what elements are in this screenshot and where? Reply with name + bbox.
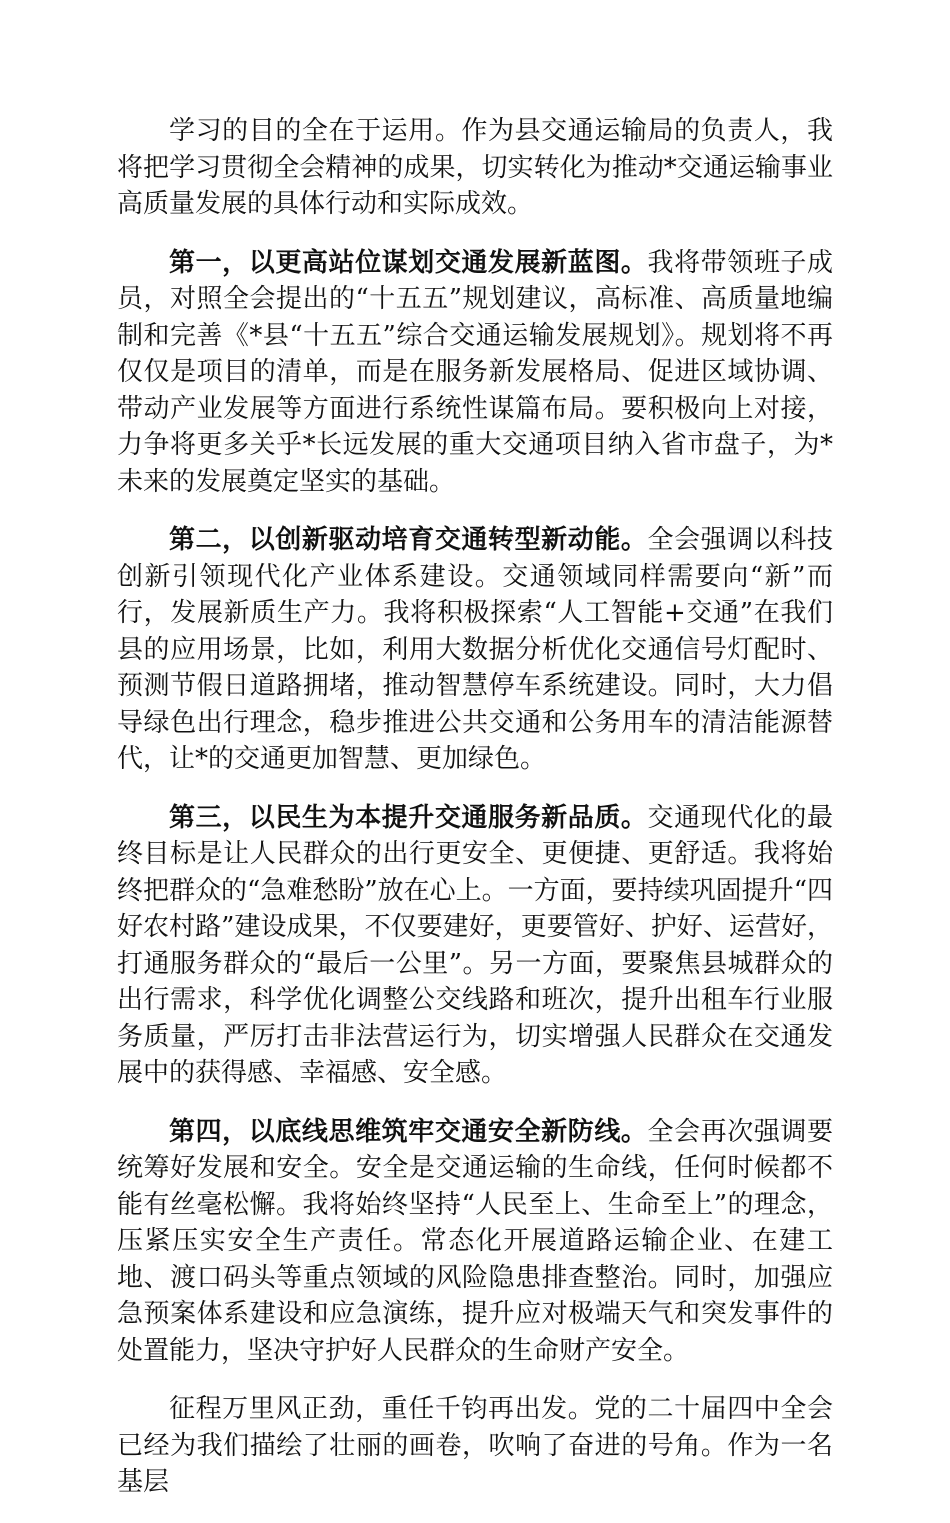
paragraph-heading: 第三，以民生为本提升交通服务新品质。: [169, 802, 648, 833]
paragraph-text: 全会强调以科技创新引领现代化产业体系建设。交通领域同样需要向“新”而行，发展新质生产力。我将积极探索“人工智能+交通”在我们县的应用场景，比如，利用大数据分析优化交通信号灯配时、预测节假日道路拥堵，推动智慧停车系统建设。同时，大力倡导绿色出行理念，稳步推进公共交通和公务用车的清洁能源替代，让*的交通更加智慧、更加绿色。: [117, 525, 833, 774]
paragraph-point-1: [117, 245, 833, 501]
paragraph-text: 全会再次强调要统筹好发展和安全。安全是交通运输的生命线，任何时候都不能有丝毫松懈。我将始终坚持“人民至上、生命至上”的理念，压紧压实安全生产责任。常态化开展道路运输企业、在建工地、渡口码头等重点领域的风险隐患排查整治。同时，加强应急预案体系建设和应急演练，提升应对极端天气和突发事件的处置能力，坚决守护好人民群众的生命财产安全。: [117, 1116, 833, 1366]
paragraph-heading: 第四，以底线思维筑牢交通安全新防线。: [169, 1116, 648, 1147]
document-body: [117, 113, 833, 1523]
paragraph-point-4: [117, 1114, 833, 1370]
paragraph-text: 学习的目的全在于运用。作为县交通运输局的负责人，我将把学习贯彻全会精神的成果，切实转化为推动*交通运输事业高质量发展的具体行动和实际成效。: [117, 116, 833, 219]
paragraph-heading: 第一，以更高站位谋划交通发展新蓝图。: [169, 247, 648, 278]
paragraph-text: 我将带领班子成员，对照全会提出的“十五五”规划建议，高标准、高质量地编制和完善《*县“十五五”综合交通运输发展规划》。规划将不再仅仅是项目的清单，而是在服务新发展格局、促进区域协调、带动产业发展等方面进行系统性谋篇布局。要积极向上对接，力争将更多关乎*长远发展的重大交通项目纳入省市盘子，为*未来的发展奠定坚实的基础。: [117, 247, 833, 497]
paragraph-text: 征程万里风正劲，重任千钧再出发。党的二十届四中全会已经为我们描绘了壮丽的画卷，吹响了奋进的号角。作为一名基层: [117, 1394, 833, 1497]
paragraph-point-2: [117, 522, 833, 778]
paragraph-intro: [117, 113, 833, 223]
paragraph-heading: 第二，以创新驱动培育交通转型新动能。: [169, 525, 648, 555]
paragraph-point-3: [117, 800, 833, 1092]
paragraph-text: 交通现代化的最终目标是让人民群众的出行更安全、更便捷、更舒适。我将始终把群众的“急难愁盼”放在心上。一方面，要持续巩固提升“四好农村路”建设成果，不仅要建好，更要管好、护好、运营好，打通服务群众的“最后一公里”。另一方面，要聚焦县城群众的出行需求，科学优化调整公交线路和班次，提升出租车行业服务质量，严厉打击非法营运行为，切实增强人民群众在交通发展中的获得感、幸福感、安全感。: [117, 802, 833, 1088]
paragraph-closing: [117, 1391, 833, 1501]
